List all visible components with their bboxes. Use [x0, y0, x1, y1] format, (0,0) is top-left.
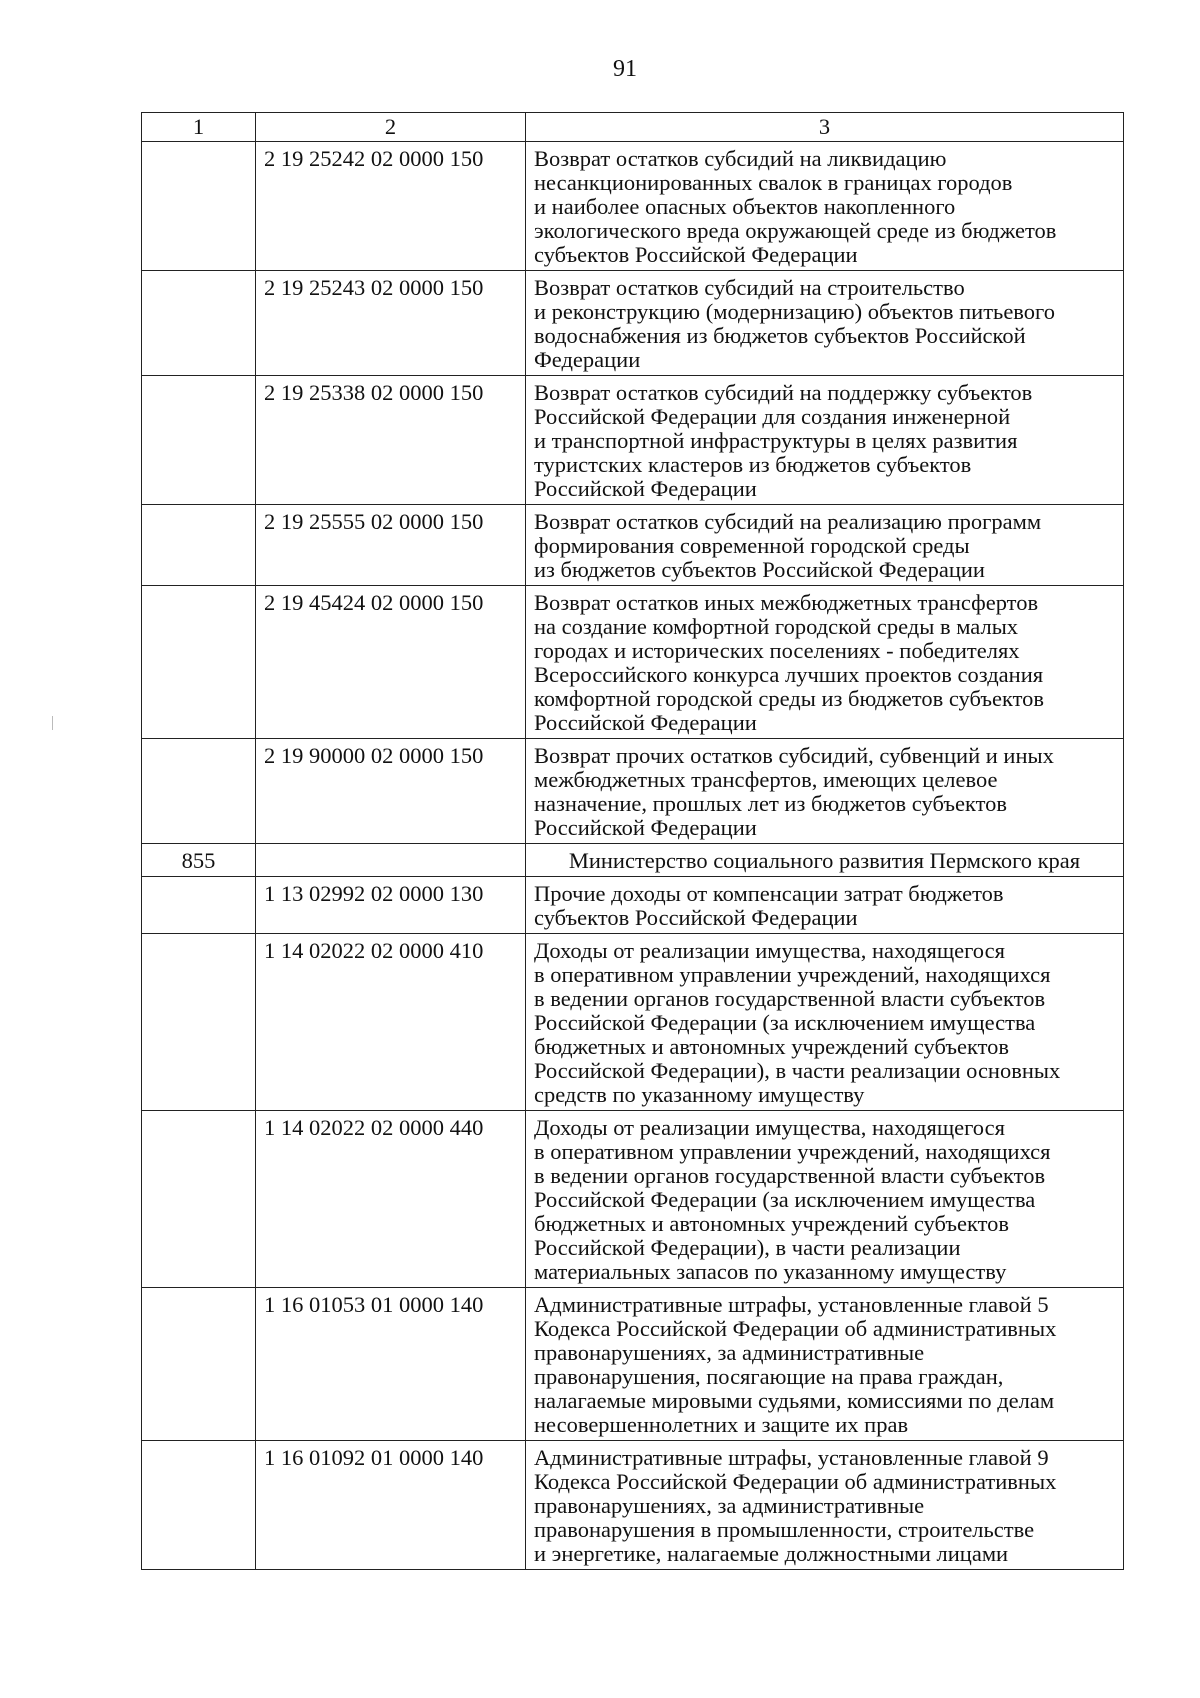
table-row [142, 271, 1124, 376]
column-header-1: 1 [142, 113, 256, 142]
admin-code-cell [142, 1441, 256, 1570]
budget-classification-code-cell [256, 844, 526, 877]
description-cell: Возврат остатков иных межбюджетных трансфертов на создание комфортной городской среды в малых городах и исторических поселениях - победителях Всероссийского конкурса лучших проектов создания комфортной городской среды из бюджетов субъектов Российской Федерации [526, 586, 1124, 739]
admin-code-cell [142, 934, 256, 1111]
table-row [142, 142, 1124, 271]
budget-classification-code-cell: 2 19 25555 02 0000 150 [256, 505, 526, 586]
admin-code-cell [142, 142, 256, 271]
description-cell: Возврат остатков субсидий на реализацию программ формирования современной городской среды из бюджетов субъектов Российской Федерации [526, 505, 1124, 586]
admin-code-cell [142, 1111, 256, 1288]
table-row [142, 1111, 1124, 1288]
budget-classification-code-cell: 1 13 02992 02 0000 130 [256, 877, 526, 934]
description-cell: Возврат прочих остатков субсидий, субвенций и иных межбюджетных трансфертов, имеющих целевое назначение, прошлых лет из бюджетов субъектов Российской Федерации [526, 739, 1124, 844]
description-cell: Министерство социального развития Пермского края [526, 844, 1124, 877]
scan-edge-mark [52, 716, 53, 730]
revenue-codes-table [141, 112, 1124, 1570]
budget-classification-code-cell: 2 19 90000 02 0000 150 [256, 739, 526, 844]
column-header-3: 3 [526, 113, 1124, 142]
description-cell: Административные штрафы, установленные главой 9 Кодекса Российской Федерации об административных правонарушениях, за административные правонарушения в промышленности, строительстве и энергетике, налагаемые должностными лицами [526, 1441, 1124, 1570]
budget-classification-code-cell: 1 14 02022 02 0000 440 [256, 1111, 526, 1288]
admin-code-cell: 855 [142, 844, 256, 877]
description-cell: Доходы от реализации имущества, находящегося в оперативном управлении учреждений, находящихся в ведении органов государственной власти субъектов Российской Федерации (за исключением имущества бюджетных и автономных учреждений субъектов Российской Федерации), в части реализации материальных запасов по указанному имуществу [526, 1111, 1124, 1288]
table-row [142, 934, 1124, 1111]
budget-classification-code-cell: 1 16 01092 01 0000 140 [256, 1441, 526, 1570]
table-header-row [142, 113, 1124, 142]
description-cell: Возврат остатков субсидий на ликвидацию несанкционированных свалок в границах городов и наиболее опасных объектов накопленного экологического вреда окружающей среде из бюджетов субъектов Российской Федерации [526, 142, 1124, 271]
admin-code-cell [142, 376, 256, 505]
table-body [142, 142, 1124, 1570]
budget-classification-code-cell: 1 14 02022 02 0000 410 [256, 934, 526, 1111]
table-row [142, 1441, 1124, 1570]
description-cell: Административные штрафы, установленные главой 5 Кодекса Российской Федерации об административных правонарушениях, за административные правонарушения, посягающие на права граждан, налагаемые мировыми судьями, комиссиями по делам несовершеннолетних и защите их прав [526, 1288, 1124, 1441]
description-cell: Прочие доходы от компенсации затрат бюджетов субъектов Российской Федерации [526, 877, 1124, 934]
admin-code-cell [142, 586, 256, 739]
table-row [142, 844, 1124, 877]
admin-code-cell [142, 739, 256, 844]
admin-code-cell [142, 271, 256, 376]
budget-classification-code-cell: 1 16 01053 01 0000 140 [256, 1288, 526, 1441]
admin-code-cell [142, 1288, 256, 1441]
column-header-2: 2 [256, 113, 526, 142]
budget-classification-code-cell: 2 19 45424 02 0000 150 [256, 586, 526, 739]
table-row [142, 1288, 1124, 1441]
description-cell: Доходы от реализации имущества, находящегося в оперативном управлении учреждений, находящихся в ведении органов государственной власти субъектов Российской Федерации (за исключением имущества бюджетных и автономных учреждений субъектов Российской Федерации), в части реализации основных средств по указанному имуществу [526, 934, 1124, 1111]
table-row [142, 877, 1124, 934]
page-number: 91 [613, 56, 637, 82]
description-cell: Возврат остатков субсидий на строительство и реконструкцию (модернизацию) объектов питьевого водоснабжения из бюджетов субъектов Российской Федерации [526, 271, 1124, 376]
table-row [142, 586, 1124, 739]
budget-classification-code-cell: 2 19 25243 02 0000 150 [256, 271, 526, 376]
description-cell: Возврат остатков субсидий на поддержку субъектов Российской Федерации для создания инженерной и транспортной инфраструктуры в целях развития туристских кластеров из бюджетов субъектов Российской Федерации [526, 376, 1124, 505]
admin-code-cell [142, 505, 256, 586]
table-row [142, 739, 1124, 844]
budget-classification-code-cell: 2 19 25338 02 0000 150 [256, 376, 526, 505]
table-row [142, 505, 1124, 586]
table-row [142, 376, 1124, 505]
budget-classification-code-cell: 2 19 25242 02 0000 150 [256, 142, 526, 271]
admin-code-cell [142, 877, 256, 934]
